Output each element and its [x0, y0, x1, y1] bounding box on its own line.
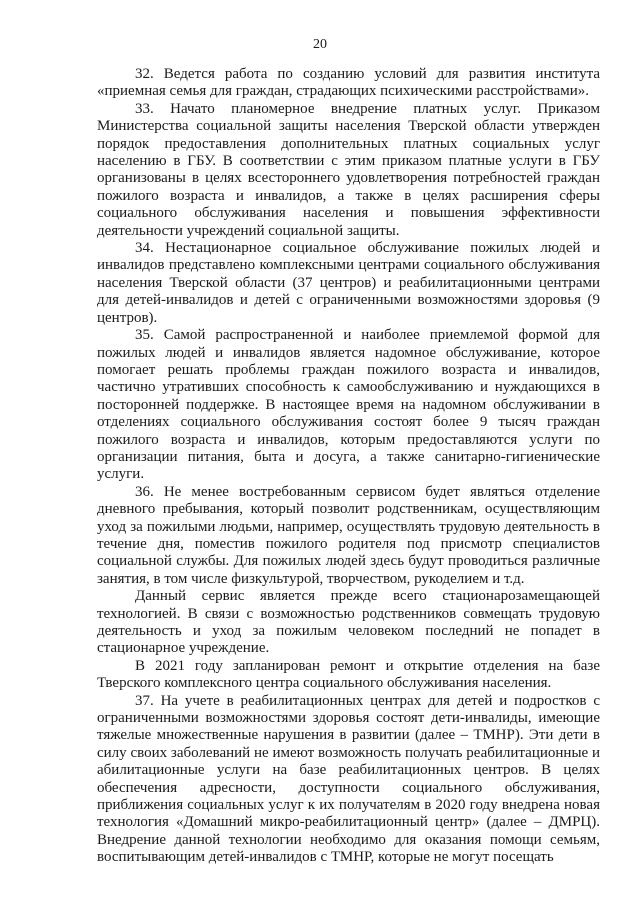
paragraph-35: 35. Самой распространенной и наиболее приемлемой формой для пожилых людей и инвалидов является надомное обслуживание, которое помогает решать проблемы граждан пожилого возраста и инвалидов, частично утративших способность к самообслуживанию и нуждающихся в посторонней поддержке. В настоящее время на надомном обслуживании в отделениях социального обслуживания состоят более 9 тысяч граждан пожилого возраста и инвалидов, которым предоставляются услуги по организации питания, быта и досуга, а также санитарно-гигиенические услуги.: [97, 327, 600, 483]
paragraph-37: 37. На учете в реабилитационных центрах для детей и подростков с ограниченными возможностями здоровья состоят дети-инвалиды, имеющие тяжелые множественные нарушения в развитии (далее – ТМНР). Эти дети в силу своих заболеваний не имеют возможность получать реабилитационные и абилитационные услуги на базе реабилитационных центров. В целях обеспечения адресности, доступности социального обслуживания, приближения социальных услуг к их получателям в 2020 году внедрена новая технология «Домашний микро-реабилитационный центр» (далее – ДМРЦ). Внедрение данной технологии необходимо для оказания помощи семьям, воспитывающим детей-инвалидов с ТМНР, которые не могут посещать: [97, 692, 600, 866]
paragraph-36-plan: В 2021 году запланирован ремонт и открытие отделения на базе Тверского комплексного центра социального обслуживания населения.: [97, 657, 600, 692]
paragraph-33: 33. Начато планомерное внедрение платных услуг. Приказом Министерства социальной защиты населения Тверской области утвержден порядок предоставления дополнительных платных социальных услуг населению в ГБУ. В соответствии с этим приказом платные услуги в ГБУ организованы в целях всестороннего удовлетворения потребностей граждан пожилого возраста и инвалидов, а также в целях расширения сферы социального обслуживания населения и повышения эффективности деятельности учреждений социальной защиты.: [97, 100, 600, 239]
page-body: [97, 66, 600, 867]
paragraph-32: 32. Ведется работа по созданию условий для развития института «приемная семья для граждан, страдающих психическими расстройствами».: [97, 66, 600, 100]
paragraph-34: 34. Нестационарное социальное обслуживание пожилых людей и инвалидов представлено комплексными центрами социального обслуживания населения Тверской области (37 центров) и реабилитационными центрами для детей-инвалидов и детей с ограниченными возможностями здоровья (9 центров).: [97, 240, 600, 326]
page-number: 20: [313, 37, 327, 52]
paragraph-36: 36. Не менее востребованным сервисом будет являться отделение дневного пребывания, который позволит родственникам, осуществляющим уход за пожилыми людьми, например, осуществлять трудовую деятельность в течение дня, поместив пожилого родителя под присмотр специалистов социальной службы. Для пожилых людей здесь будут проводиться различные занятия, в том числе физкультурой, творчеством, рукоделием и т.д.: [97, 483, 600, 587]
paragraph-36-continued: Данный сервис является прежде всего стационарозамещающей технологией. В связи с возможностью родственников совмещать трудовую деятельность и уход за пожилым человеком последний не попадет в стационарное учреждение.: [97, 588, 600, 657]
